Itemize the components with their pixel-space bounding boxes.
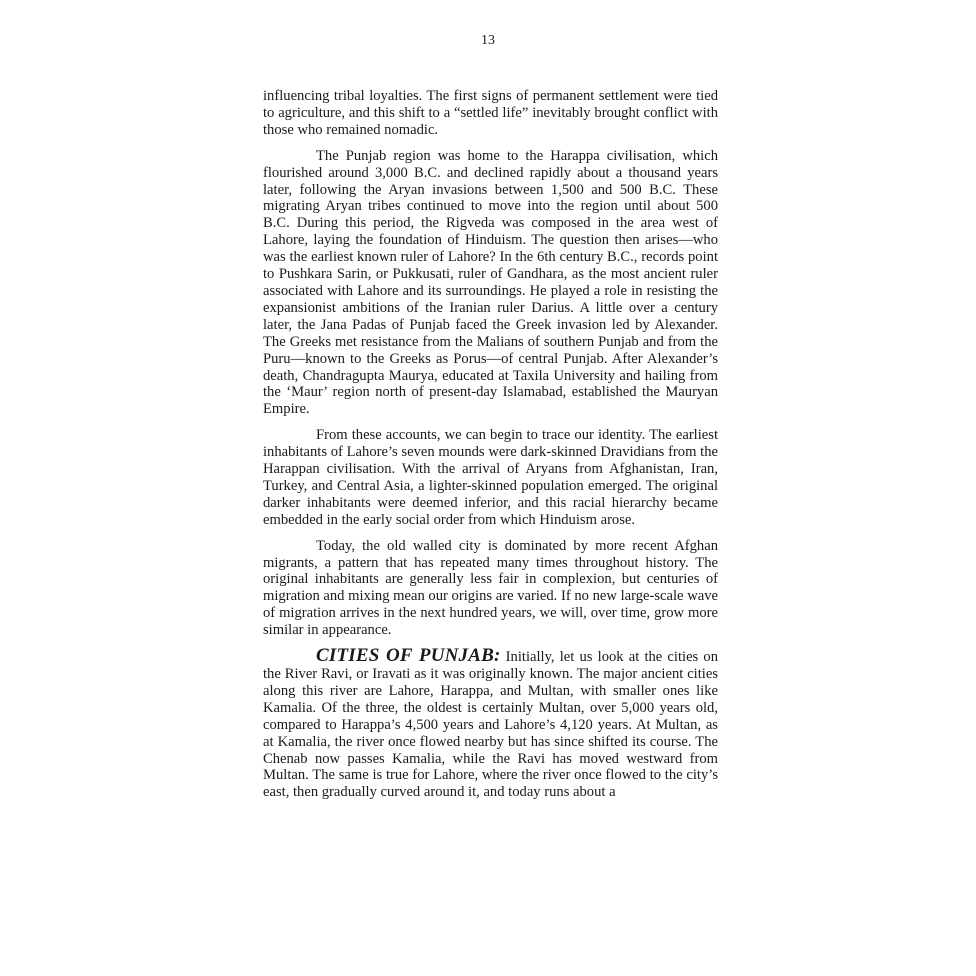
paragraph-cities [263, 645, 718, 801]
paragraph-continuation: influencing tribal loyalties. The first signs of permanent settlement were tied to agriculture, and this shift to a “settled life” inevitably brought conflict with those who remained nomadic. [263, 88, 718, 138]
section-heading: CITIES OF PUNJAB: [316, 645, 501, 667]
paragraph-walled-city: Today, the old walled city is dominated by more recent Afghan migrants, a pattern that has repeated many times throughout history. The original inhabitants are generally less fair in complexion, but centuries of migration and mixing mean our origins are varied. If no new large-scale wave of migration arrives in the next hundred years, we will, over time, grow more similar in appearance. [263, 537, 718, 639]
section-text: Initially, let us look at the cities on the River Ravi, or Iravati as it was originally known. The major ancient cities along this river are Lahore, Harappa, and Multan, with smaller ones like Kamalia. Of the three, the oldest is certainly Multan, over 5,000 years old, compared to Harappa’s 4,500 years and Lahore’s 4,120 years. At Multan, as at Kamalia, the river once flowed nearby but has since shifted its course. The Chenab now passes Kamalia, while the Ravi has moved westward from Multan. The same is true for Lahore, where the river once flowed to the city’s east, then gradually curved around it, and today runs about a [263, 649, 718, 801]
paragraph-identity: From these accounts, we can begin to trace our identity. The earliest inhabitants of Lahore’s seven mounds were dark-skinned Dravidians from the Harappan civilisation. With the arrival of Aryans from Afghanistan, Iran, Turkey, and Central Asia, a lighter-skinned population emerged. The original darker inhabitants were deemed inferior, and this racial hierarchy became embedded in the early social order from which Hinduism arose. [263, 427, 718, 528]
body-text [263, 88, 718, 810]
page-number: 13 [481, 33, 495, 48]
paragraph-harappa: The Punjab region was home to the Harappa civilisation, which flourished around 3,000 B.C. and declined rapidly about a thousand years later, following the Aryan invasions between 1,500 and 500 B.C. These migrating Aryan tribes continued to move into the region until about 500 B.C. During this period, the Rigveda was composed in the area west of Lahore, laying the foundation of Hinduism. The question then arises—who was the earliest known ruler of Lahore? In the 6th century B.C., records point to Pushkara Sarin, or Pukkusati, ruler of Gandhara, as the most ancient ruler associated with Lahore and its surroundings. He played a role in resisting the expansionist ambitions of the Iranian ruler Darius. A little over a century later, the Jana Padas of Punjab faced the Greek invasion led by Alexander. The Greeks met resistance from the Malians of southern Punjab and from the Puru—known to the Greeks as Porus—of central Punjab. After Alexander’s death, Chandragupta Maurya, educated at Taxila University and hailing from the ‘Maur’ region north of present-day Islamabad, established the Mauryan Empire. [263, 147, 718, 418]
